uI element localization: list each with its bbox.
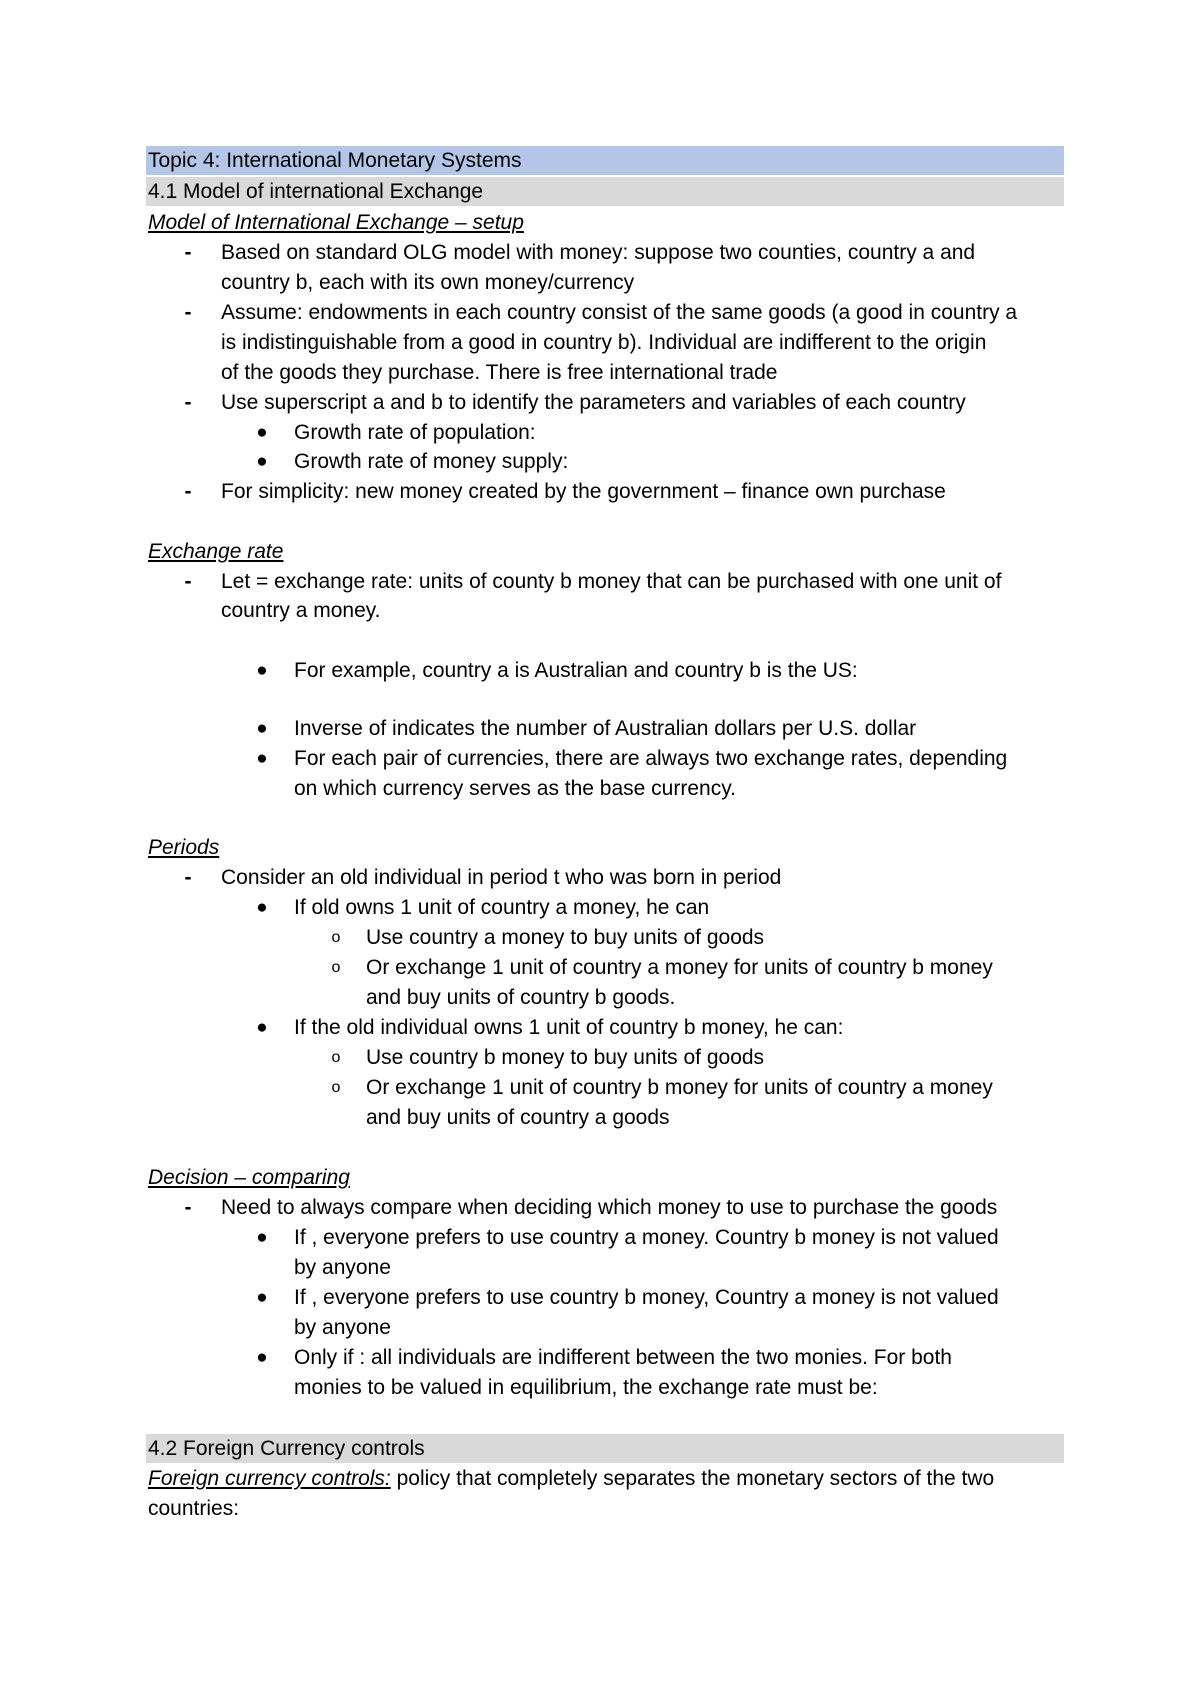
definition-line xyxy=(148,1464,994,1493)
sub-sub-list-item: Use country a money to buy units of goods xyxy=(366,926,765,949)
sub-list-item: For each pair of currencies, there are always two exchange rates, depending xyxy=(294,747,1008,770)
sub-sub-list-item-continuation: and buy units of country a goods xyxy=(366,1106,670,1129)
bullet-icon: ● xyxy=(256,660,268,681)
list-item-continuation: country a money. xyxy=(221,599,381,622)
sub-list-item-continuation: by anyone xyxy=(294,1256,391,1279)
sub-list-item: If the old individual owns 1 unit of country b money, he can: xyxy=(294,1016,844,1039)
circle-bullet-icon: o xyxy=(331,1079,341,1096)
sub-sub-list-item-continuation: and buy units of country b goods. xyxy=(366,986,676,1009)
bullet-icon: ● xyxy=(256,718,268,739)
dash-marker: - xyxy=(184,391,192,414)
sub-list-item: Growth rate of population: xyxy=(294,421,536,444)
subheading-periods: Periods xyxy=(148,836,220,859)
section-heading: 4.1 Model of international Exchange xyxy=(148,180,484,203)
sub-list-item: If , everyone prefers to use country b money, Country a money is not valued xyxy=(294,1286,999,1309)
page-title: Topic 4: International Monetary Systems xyxy=(148,149,522,172)
list-item-continuation: country b, each with its own money/currency xyxy=(221,271,635,294)
list-item: Use superscript a and b to identify the parameters and variables of each country xyxy=(221,391,966,414)
definition-term: Foreign currency controls: xyxy=(148,1467,391,1490)
section-heading: 4.2 Foreign Currency controls xyxy=(148,1437,425,1460)
bullet-icon: ● xyxy=(256,748,268,769)
list-item-continuation: of the goods they purchase. There is free international trade xyxy=(221,361,778,384)
sub-list-item-continuation: monies to be valued in equilibrium, the exchange rate must be: xyxy=(294,1376,878,1399)
sub-list-item: Inverse of indicates the number of Australian dollars per U.S. dollar xyxy=(294,717,917,740)
dash-marker: - xyxy=(184,241,192,264)
list-item: For simplicity: new money created by the government – finance own purchase xyxy=(221,480,946,503)
circle-bullet-icon: o xyxy=(331,959,341,976)
list-item: Based on standard OLG model with money: suppose two counties, country a and xyxy=(221,241,976,264)
list-item-continuation: is indistinguishable from a good in country b). Individual are indifferent to the origin xyxy=(221,331,987,354)
sub-sub-list-item: Or exchange 1 unit of country a money for units of country b money xyxy=(366,956,993,979)
bullet-icon: ● xyxy=(256,1287,268,1308)
bullet-icon: ● xyxy=(256,1227,268,1248)
definition-text: policy that completely separates the monetary sectors of the two xyxy=(390,1467,995,1490)
sub-list-item: If old owns 1 unit of country a money, he can xyxy=(294,896,710,919)
bullet-icon: ● xyxy=(256,422,268,443)
sub-list-item: Growth rate of money supply: xyxy=(294,450,569,473)
list-item: Consider an old individual in period t who was born in period xyxy=(221,866,782,889)
bullet-icon: ● xyxy=(256,1347,268,1368)
sub-list-item: Only if : all individuals are indifferent between the two monies. For both xyxy=(294,1346,952,1369)
definition-continuation: countries: xyxy=(148,1497,240,1520)
sub-list-item: For example, country a is Australian and country b is the US: xyxy=(294,659,858,682)
dash-marker: - xyxy=(184,1196,192,1219)
bullet-icon: ● xyxy=(256,897,268,918)
subheading-decision: Decision – comparing xyxy=(148,1166,350,1189)
list-item: Let = exchange rate: units of county b money that can be purchased with one unit of xyxy=(221,570,1002,593)
dash-marker: - xyxy=(184,570,192,593)
dash-marker: - xyxy=(184,480,192,503)
bullet-icon: ● xyxy=(256,451,268,472)
sub-sub-list-item: Use country b money to buy units of goods xyxy=(366,1046,765,1069)
circle-bullet-icon: o xyxy=(331,1049,341,1066)
sub-list-item: If , everyone prefers to use country a money. Country b money is not valued xyxy=(294,1226,999,1249)
sub-list-item-continuation: on which currency serves as the base currency. xyxy=(294,777,736,800)
bullet-icon: ● xyxy=(256,1017,268,1038)
dash-marker: - xyxy=(184,301,192,324)
list-item: Need to always compare when deciding which money to use to purchase the goods xyxy=(221,1196,998,1219)
subheading-exchange-rate: Exchange rate xyxy=(148,540,284,563)
sub-sub-list-item: Or exchange 1 unit of country b money for units of country a money xyxy=(366,1076,993,1099)
dash-marker: - xyxy=(184,866,192,889)
list-item: Assume: endowments in each country consist of the same goods (a good in country a xyxy=(221,301,1018,324)
subheading-setup: Model of International Exchange – setup xyxy=(148,211,524,234)
sub-list-item-continuation: by anyone xyxy=(294,1316,391,1339)
circle-bullet-icon: o xyxy=(331,929,341,946)
